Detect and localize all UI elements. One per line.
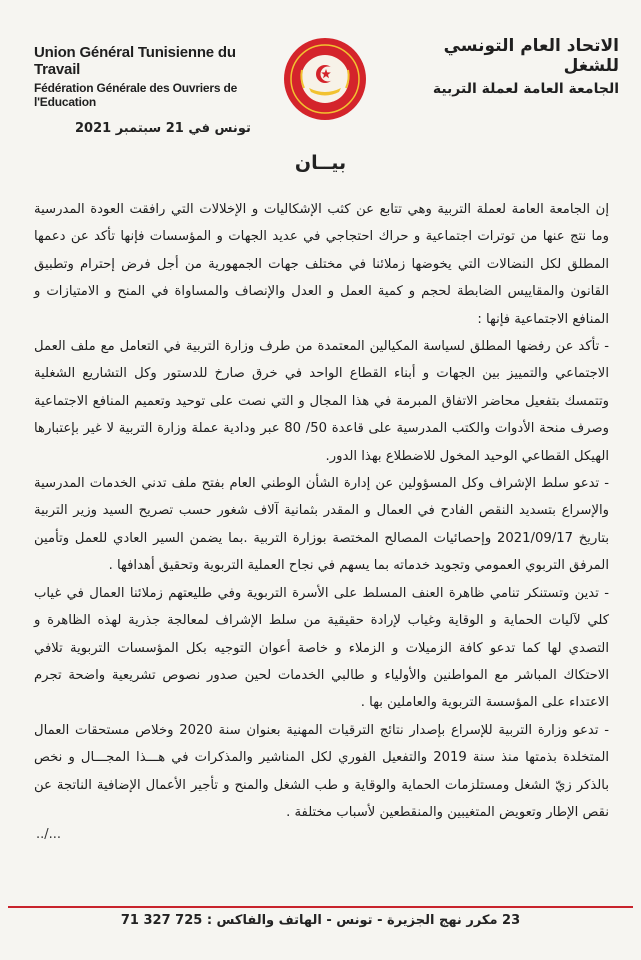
- federation-name-fr: Fédération Générale des Ouvriers de l'Education: [34, 81, 238, 109]
- ugtt-emblem-icon: [282, 36, 368, 122]
- arabic-letterhead: [389, 36, 619, 97]
- federation-name-ar: الجامعة العامة لعملة التربية: [432, 81, 619, 97]
- french-letterhead: [34, 44, 264, 109]
- statement-body: [34, 196, 609, 826]
- document-title: بيــان: [294, 152, 347, 174]
- statement-point-2: - تدعو سلط الإشراف وكل المسؤولين عن إدارة الشأن الوطني العام بفتح ملف تدني الخدمات المدرسية والإسراع بتسديد النقص الفادح في العمال و المقدر بثمانية آلاف شغور حسب تصريح السيد وزير التربية بتاريخ 2021/09/17 وإحصائيات المصالح المختصة بوزارة التربية .بما يضمن السير العادي للعمل وتأمين المرفق التربوي العمومي وتجويد خدماته بما يسهم في نجاح العملية التربوية وتحقيق أهدافها .: [34, 476, 609, 574]
- intro-paragraph: إن الجامعة العامة لعملة التربية وهي تتابع عن كثب الإشكاليات و الإخلالات التي رافقت العودة المدرسية وما نتج عنها من توترات اجتماعية و حراك احتجاجي في عديد الجهات و المؤسسات فإنها تأكد عن دعمها المطلق لكل النضالات التي يخوضها زملائنا في مختلف جهات الجمهورية من أجل فرض إحترام وتطبيق القانون والمقاييس الضابطة لحجم و كمية العمل و العدل والإنصاف والمساواة في المنح و الامتيازات و المنافع الاجتماعية فإنها :: [34, 202, 609, 327]
- union-name-ar: الاتحاد العام التونسي للشغل: [443, 36, 619, 76]
- statement-point-4: - تدعو وزارة التربية للإسراع بإصدار نتائج الترقيات المهنية بعنوان سنة 2020 وخلاص مستحقات العمال المتخلدة بذمتها منذ سنة 2019 والتفعيل الفوري لكل المناشير والمذكرات في هـــذا المجـــال و نخص بالذكر زيّ الشغل ومستلزمات الحماية والوقاية و طب الشغل والمنح و تأجير الأعمال الإضافية الناتجة عن نقص الإطار وتعويض المتغيبين والمنقطعين لأسباب مختلفة .: [34, 722, 609, 820]
- continuation-mark: ../...: [36, 827, 62, 842]
- statement-point-1: - تأكد عن رفضها المطلق لسياسة المكيالين المعتمدة من طرف وزارة التربية في التعامل مع ملف العمل الاجتماعي والتمييز بين الجهات و أبناء القطاع الواحد في خرق صارخ للدستور وكل التشاريع الشغلية وتتمسك بتفعيل محاضر الاتفاق المبرمة في هذا المجال و التي نصت على توحيد وتعميم المنافع الاجتماعية وصرف منحة الأدوات والكتب المدرسية على قاعدة 50/ 80 عبر ودادية عملة وزارة التربية لا غير بإعتبارها الهيكل القطاعي الوحيد المخول للاضطلاع بهذا الدور.: [34, 339, 609, 464]
- union-name-fr: Union Général Tunisienne du Travail: [34, 44, 236, 78]
- footer-divider: [8, 906, 633, 908]
- statement-point-3: - تدين وتستنكر تنامي ظاهرة العنف المسلط على الأسرة التربوية وفي طليعتهم زملائنا العمال في غياب كلي لآليات الحماية و الوقاية وغياب لإرادة حقيقية من سلط الإشراف لمعالجة جذرية لهذه الظاهرة و التصدي لها كما تدعو كافة الزميلات و الزملاء و خاصة أعوان التوجيه بكل المؤسسات التربوية تلافي الاحتكاك المباشر مع المواطنين والأولياء و طالبي الخدمات لحين صدور نصوص تشريعية واضحة تجرم الاعتداء على المؤسسة التربوية والعاملين بها .: [34, 585, 609, 711]
- document-date: تونس في 21 سبتمبر 2021: [75, 121, 251, 136]
- footer-address: 23 مكرر نهج الجزيرة - تونس - الهاتف والفاكس : 725 327 71: [120, 913, 521, 928]
